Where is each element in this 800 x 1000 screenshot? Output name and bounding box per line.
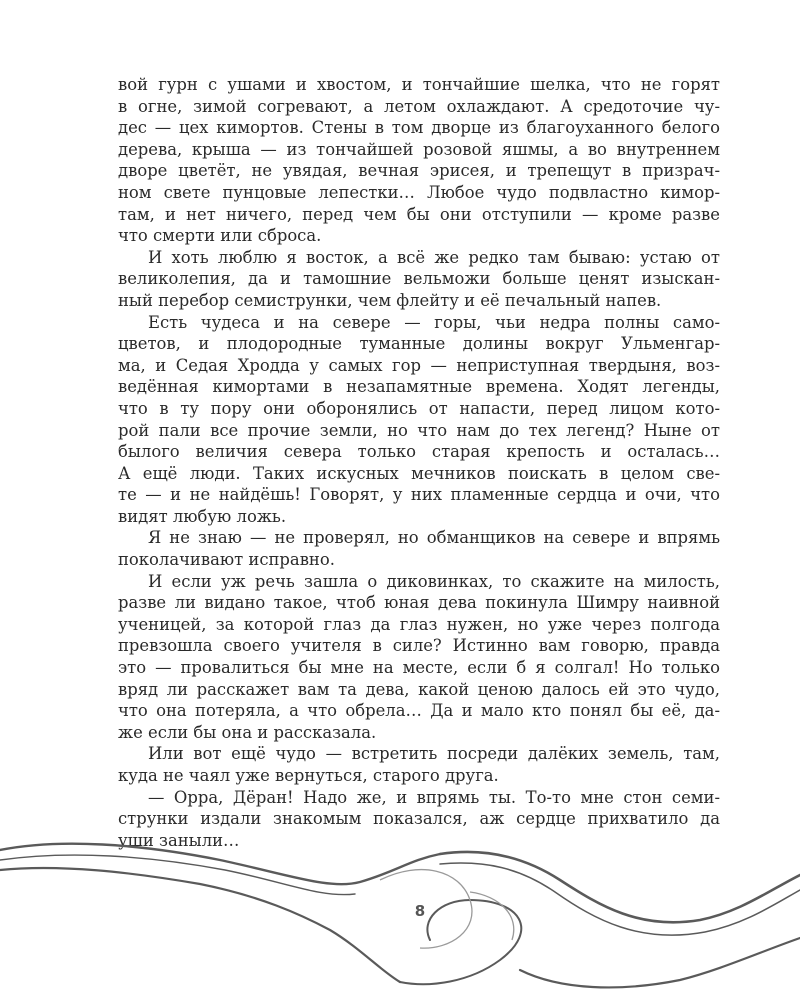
page-body-text bbox=[118, 74, 720, 851]
paragraph bbox=[118, 527, 720, 570]
paragraph bbox=[118, 312, 720, 528]
text-line: поколачивают исправно. bbox=[118, 550, 335, 570]
text-line: былого величия севера только старая крепость и осталась… bbox=[118, 442, 720, 462]
text-line: — Орра, Дёран! Надо же, и впрямь ты. То-то мне стон семи- bbox=[148, 787, 720, 807]
text-line: уши заныли… bbox=[118, 830, 240, 850]
text-line: И если уж речь зашла о диковинках, то скажите на милость, bbox=[148, 571, 720, 591]
text-line: это — провалиться бы мне на месте, если б я солгал! Но только bbox=[118, 658, 720, 678]
text-line: рой пали все прочие земли, но что нам до тех легенд? Ныне от bbox=[118, 420, 720, 440]
text-line: в огне, зимой согревают, а летом охлаждают. А средоточие чу- bbox=[118, 96, 720, 116]
text-line: ведённая кимортами в незапамятные времена. Ходят легенды, bbox=[118, 377, 720, 397]
text-line: видят любую ложь. bbox=[118, 506, 287, 526]
paragraph bbox=[118, 743, 720, 786]
text-line: струнки издали знакомым показался, аж сердце прихватило да bbox=[118, 809, 720, 829]
text-line: вряд ли расскажет вам та дева, какой ценою далось ей это чудо, bbox=[118, 679, 720, 699]
text-line: что в ту пору они оборонялись от напасти, перед лицом кото- bbox=[118, 398, 720, 418]
text-line: Или вот ещё чудо — встретить посреди далёких земель, там, bbox=[148, 744, 720, 764]
text-line: дворе цветёт, не увядая, вечная эрисея, и трепещут в призрач- bbox=[118, 161, 720, 181]
text-line: А ещё люди. Таких искусных мечников поискать в целом све- bbox=[118, 463, 720, 483]
text-line: превзошла своего учителя в силе? Истинно вам говорю, правда bbox=[118, 636, 720, 656]
paragraph bbox=[118, 571, 720, 744]
text-line: Есть чудеса и на севере — горы, чьи недра полны само- bbox=[148, 312, 720, 332]
text-line: куда не чаял уже вернуться, старого друга. bbox=[118, 766, 499, 785]
text-line: что смерти или сброса. bbox=[118, 226, 322, 246]
paragraph bbox=[118, 74, 720, 247]
page-number: 8 bbox=[414, 902, 426, 920]
text-line: Я не знаю — не проверял, но обманщиков на севере и впрямь bbox=[148, 528, 720, 548]
text-line: ный перебор семиструнки, чем флейту и её печальный напев. bbox=[118, 290, 662, 310]
text-line: ма, и Седая Хродда у самых гор — неприступная твердыня, воз- bbox=[118, 355, 720, 375]
text-line: вой гурн с ушами и хвостом, и тончайшие шелка, что не горят bbox=[118, 75, 720, 94]
text-line: ном свете пунцовые лепестки… Любое чудо подвластно кимор- bbox=[118, 182, 720, 202]
text-line: ученицей, за которой глаз да глаз нужен, но уже через полгода bbox=[118, 614, 720, 634]
text-line: цветов, и плодородные туманные долины вокруг Ульменгар- bbox=[118, 334, 720, 354]
text-line: великолепия, да и тамошние вельможи больше ценят изыскан- bbox=[118, 269, 720, 289]
text-line: что она потеряла, а что обрела… Да и мало кто понял бы её, да- bbox=[118, 701, 720, 721]
text-line: разве ли видано такое, чтоб юная дева покинула Шимру наивной bbox=[118, 593, 720, 613]
text-line: те — и не найдёшь! Говорят, у них пламенные сердца и очи, что bbox=[118, 485, 720, 505]
text-line: дес — цех кимортов. Стены в том дворце из благоуханного белого bbox=[118, 118, 720, 138]
text-line: дерева, крыша — из тончайшей розовой яшмы, а во внутреннем bbox=[118, 139, 720, 159]
text-line: И хоть люблю я восток, а всё же редко там бываю: устаю от bbox=[148, 247, 720, 267]
text-line: там, и нет ничего, перед чем бы они отступили — кроме разве bbox=[118, 204, 720, 224]
text-line: же если бы она и рассказала. bbox=[118, 722, 377, 742]
paragraph bbox=[118, 247, 720, 312]
